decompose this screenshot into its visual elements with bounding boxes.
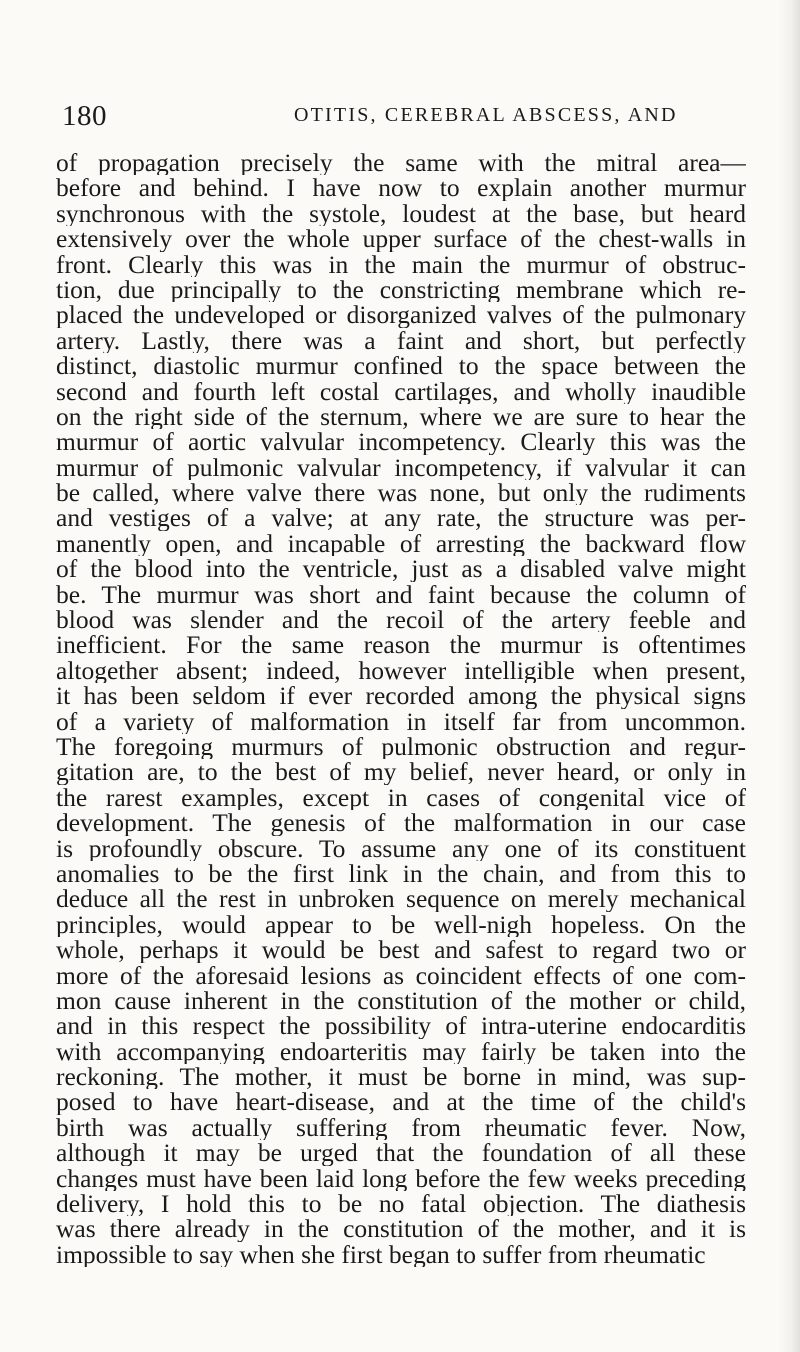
text-line: it has been seldom if ever recorded among the physical signs: [56, 683, 746, 709]
text-line: whole, perhaps it would be best and safest to regard two or: [56, 937, 746, 963]
text-line: although it may be urged that the foundation of all these: [56, 1140, 746, 1166]
text-line: more of the aforesaid lesions as coincident effects of one com-: [56, 962, 746, 988]
text-line: posed to have heart-disease, and at the time of the child's: [56, 1089, 746, 1115]
text-line: with accompanying endoarteritis may fairly be taken into the: [56, 1038, 746, 1065]
page-edge-shadow: [778, 0, 800, 1352]
text-line: extensively over the whole upper surface of the chest-walls in: [56, 226, 746, 252]
text-line: inefficient. For the same reason the murmur is oftentimes: [56, 632, 746, 658]
text-line: was there already in the constitution of the mother, and it is: [56, 1216, 746, 1242]
text-line: front. Clearly this was in the main the murmur of obstruc-: [56, 251, 746, 277]
text-line: and in this respect the possibility of intra-uterine endocarditis: [56, 1013, 746, 1039]
text-line: principles, would appear to be well-nigh hopeless. On the: [56, 911, 746, 938]
text-line: delivery, I hold this to be no fatal objection. The diathesis: [56, 1191, 746, 1217]
text-line: development. The genesis of the malformation in our case: [56, 810, 746, 836]
text-line: The foregoing murmurs of pulmonic obstruction and regur-: [56, 733, 746, 760]
text-line: be called, where valve there was none, but only the rudiments: [56, 480, 746, 506]
text-line: be. The murmur was short and faint because the column of: [56, 581, 746, 608]
text-line: murmur of aortic valvular incompetency. Clearly this was the: [56, 429, 746, 455]
text-line: altogether absent; indeed, however intelligible when present,: [56, 657, 746, 684]
text-line: tion, due principally to the constricting membrane which re-: [56, 276, 746, 303]
text-line: second and fourth left costal cartilages, and wholly inaudible: [56, 378, 746, 404]
text-line: murmur of pulmonic valvular incompetency, if valvular it can: [56, 454, 746, 481]
text-line: deduce all the rest in unbroken sequence on merely mechanical: [56, 886, 746, 912]
text-line: on the right side of the sternum, where we are sure to hear the: [56, 403, 746, 430]
text-line: impossible to say when she first began to suffer from rheumatic: [56, 1241, 706, 1268]
text-line: before and behind. I have now to explain another murmur: [56, 175, 746, 201]
text-line: reckoning. The mother, it must be borne in mind, was sup-: [56, 1064, 746, 1090]
text-line: the rarest examples, except in cases of congenital vice of: [56, 784, 746, 811]
text-line: and vestiges of a valve; at any rate, the structure was per-: [56, 505, 746, 531]
text-line: is profoundly obscure. To assume any one of its constituent: [56, 835, 746, 861]
text-line: placed the undeveloped or disorganized valves of the pulmonary: [56, 302, 746, 328]
text-line: of the blood into the ventricle, just as a disabled valve might: [56, 556, 746, 582]
text-line: of a variety of malformation in itself far from uncommon.: [56, 708, 746, 734]
text-line: anomalies to be the first link in the chain, and from this to: [56, 860, 746, 887]
text-line: mon cause inherent in the constitution of the mother or child,: [56, 987, 746, 1014]
text-line: artery. Lastly, there was a faint and short, but perfectly: [56, 327, 746, 354]
page-number: 180: [62, 100, 107, 132]
running-head: OTITIS, CEREBRAL ABSCESS, AND: [294, 104, 678, 126]
text-line: birth was actually suffering from rheumatic fever. Now,: [56, 1114, 746, 1141]
text-line: manently open, and incapable of arresting the backward flow: [56, 530, 746, 557]
text-line: blood was slender and the recoil of the artery feeble and: [56, 607, 746, 633]
text-line: distinct, diastolic murmur confined to the space between the: [56, 353, 746, 379]
text-line: changes must have been laid long before the few weeks preceding: [56, 1165, 746, 1192]
body-text: [56, 150, 746, 1267]
text-line: of propagation precisely the same with the mitral area—: [56, 150, 746, 176]
text-line: synchronous with the systole, loudest at the base, but heard: [56, 200, 746, 227]
text-line: gitation are, to the best of my belief, never heard, or only in: [56, 759, 746, 785]
page-header: [62, 94, 742, 134]
